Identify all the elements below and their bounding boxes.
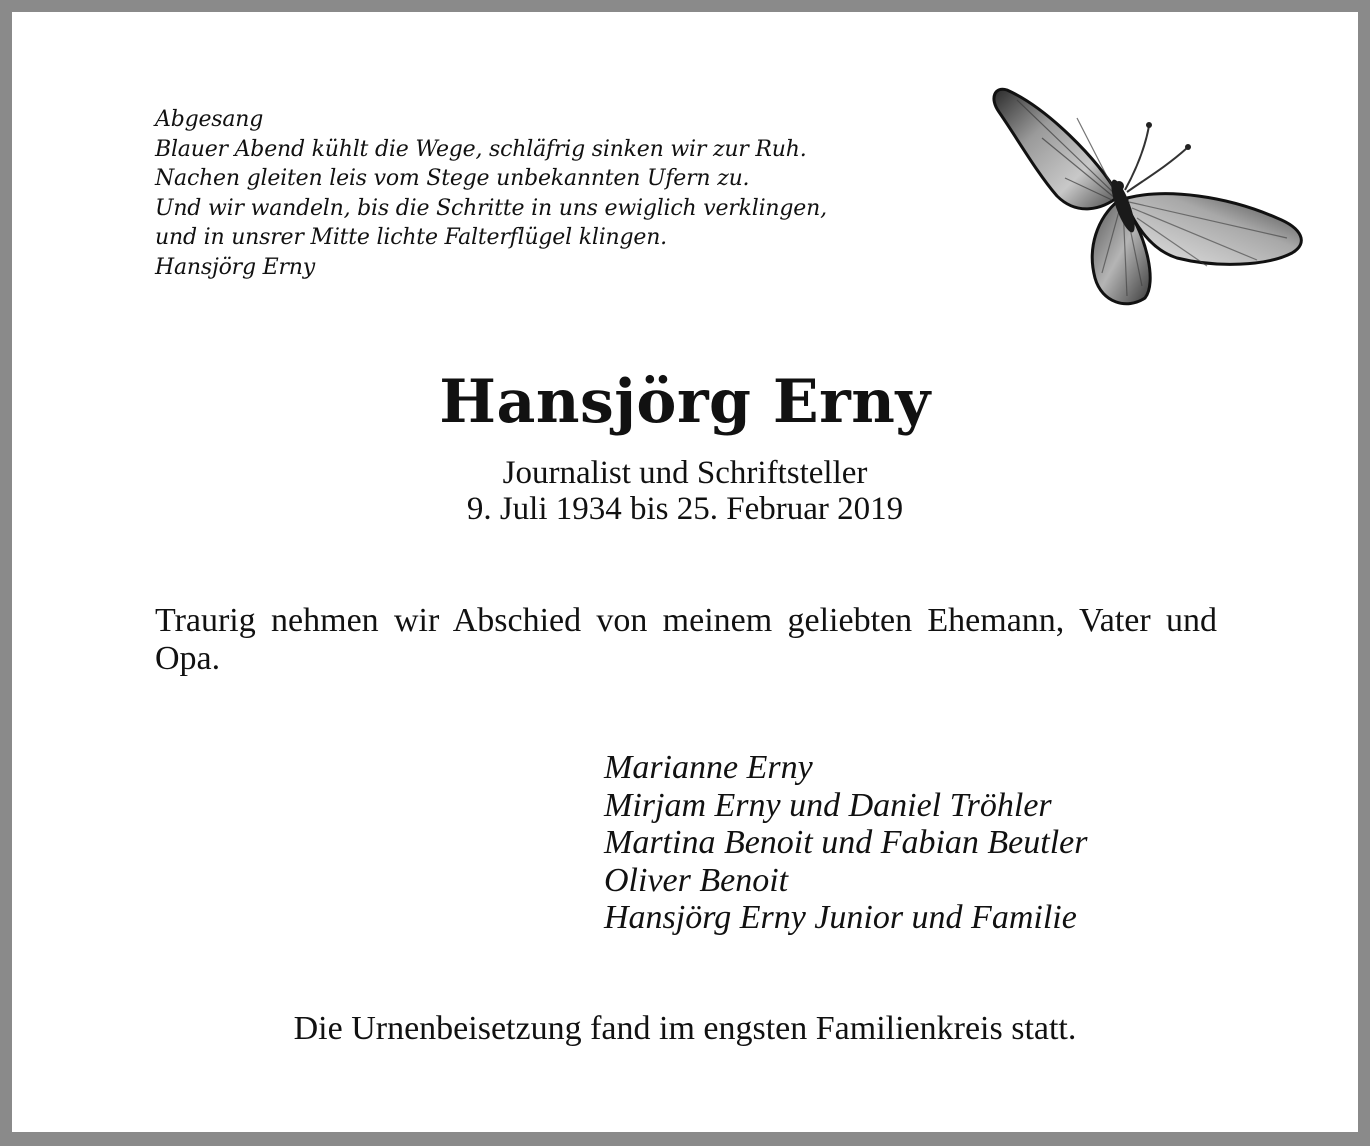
family-list xyxy=(604,749,1088,937)
poem-line: Blauer Abend kühlt die Wege, schläfrig sinken wir zur Ruh. xyxy=(155,136,807,162)
poem-line: Nachen gleiten leis vom Stege unbekannten Ufern zu. xyxy=(155,166,750,192)
family-member: Martina Benoit und Fabian Beutler xyxy=(604,824,1088,861)
deceased-name: Hansjörg Erny xyxy=(439,367,931,437)
family-member: Hansjörg Erny Junior und Familie xyxy=(604,899,1077,936)
poem-line: Und wir wandeln, bis die Schritte in uns ewiglich verklingen, xyxy=(155,195,827,221)
obituary-page xyxy=(12,12,1358,1132)
family-member: Mirjam Erny und Daniel Tröhler xyxy=(604,786,1052,824)
poem xyxy=(155,105,827,283)
poem-author: Hansjörg Erny xyxy=(155,254,315,280)
butterfly-icon xyxy=(987,78,1307,310)
family-member: Oliver Benoit xyxy=(604,861,789,899)
poem-line: und in unsrer Mitte lichte Falterflügel klingen. xyxy=(155,225,667,251)
family-member: Marianne Erny xyxy=(604,749,813,786)
burial-note: Die Urnenbeisetzung fand im engsten Familienkreis statt. xyxy=(293,1010,1077,1047)
life-dates: 9. Juli 1934 bis 25. Februar 2019 xyxy=(466,491,904,527)
farewell-message: Traurig nehmen wir Abschied von meinem geliebten Ehemann, Vater und Opa. xyxy=(155,602,1217,677)
deceased-info xyxy=(12,455,1358,527)
poem-title: Abgesang xyxy=(155,107,264,132)
profession: Journalist und Schriftsteller xyxy=(502,455,868,491)
